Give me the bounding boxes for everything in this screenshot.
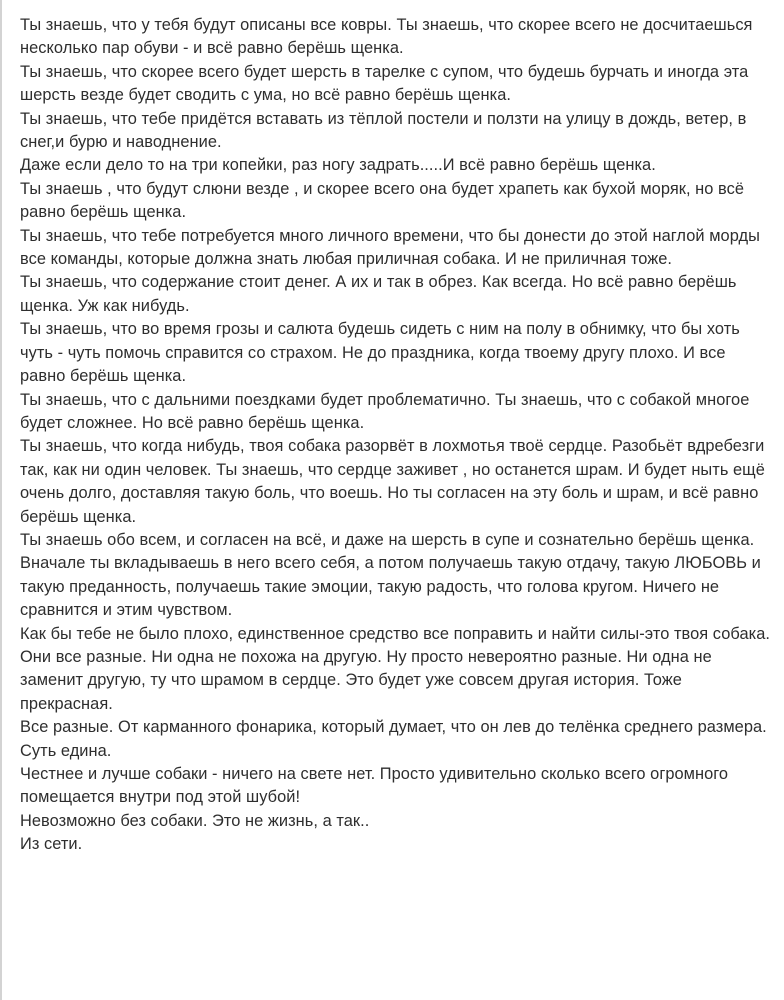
paragraph-15: Все разные. От карманного фонарика, который думает, что он лев до телёнка среднего размера. <box>20 718 767 737</box>
paragraph-5: Ты знаешь , что будут слюни везде , и скорее всего она будет храпеть как бухой моряк, но всё равно берёшь щенка. <box>20 179 745 222</box>
paragraph-16: Суть едина. <box>20 741 112 760</box>
paragraph-12: Вначале ты вкладываешь в него всего себя, а потом получаешь такую отдачу, такую ЛЮБОВЬ и такую преданность, получаешь такие эмоции, такую радость, что голова кругом. Ничего не сравнится и этим чувством. <box>20 554 761 620</box>
paragraph-18: Невозможно без собаки. Это не жизнь, а так.. <box>20 811 370 830</box>
paragraph-3: Ты знаешь, что тебе придётся вставать из тёплой постели и ползти на улицу в дождь, ветер, в снег,и бурю и наводнение. <box>20 109 747 152</box>
source-note: Из сети. <box>20 835 83 854</box>
paragraph-4: Даже если дело то на три копейки, раз ногу задрать.....И всё равно берёшь щенка. <box>20 156 656 175</box>
paragraph-2: Ты знаешь, что скорее всего будет шерсть в тарелке с супом, что будешь бурчать и иногда эта шерсть везде будет сводить с ума, но всё равно берёшь щенка. <box>20 62 749 105</box>
paragraph-10: Ты знаешь, что когда нибудь, твоя собака разорвёт в лохмотья твоё сердце. Разобьёт вдребезги так, как ни один человек. Ты знаешь, что сердце заживет , но останется шрам. И будет ныть ещё очень долго, доставляя такую боль, что воешь. Но ты согласен на эту боль и шрам, и всё равно берёшь щенка. <box>20 437 765 526</box>
paragraph-6: Ты знаешь, что тебе потребуется много личного времени, что бы донести до этой наглой морды все команды, которые должна знать любая приличная собака. И не приличная тоже. <box>20 226 760 269</box>
paragraph-11: Ты знаешь обо всем, и согласен на всё, и даже на шерсть в супе и сознательно берёшь щенка. <box>20 530 755 549</box>
paragraph-17: Честнее и лучше собаки - ничего на свете нет. Просто удивительно сколько всего огромного помещается внутри под этой шубой! <box>20 765 729 807</box>
post-text <box>20 14 774 857</box>
paragraph-1: Ты знаешь, что у тебя будут описаны все ковры. Ты знаешь, что скорее всего не досчитаешься несколько пар обуви - и всё равно берёшь щенка. <box>20 16 753 58</box>
paragraph-14: Они все разные. Ни одна не похожа на другую. Ну просто невероятно разные. Ни одна не заменит другую, ту что шрамом в сердце. Это будет уже совсем другая история. Тоже прекрасная. <box>20 647 712 713</box>
paragraph-7: Ты знаешь, что содержание стоит денег. А их и так в обрез. Как всегда. Но всё равно берёшь щенка. Уж как нибудь. <box>20 273 737 315</box>
paragraph-9: Ты знаешь, что с дальними поездками будет проблематично. Ты знаешь, что с собакой многое будет сложнее. Но всё равно берёшь щенка. <box>20 390 750 432</box>
paragraph-13: Как бы тебе не было плохо, единственное средство все поправить и найти силы-это твоя собака. <box>20 624 770 643</box>
paragraph-8: Ты знаешь, что во время грозы и салюта будешь сидеть с ним на полу в обнимку, что бы хоть чуть - чуть помочь справится со страхом. Не до праздника, когда твоему другу плохо. И все равно берёшь щенка. <box>20 320 740 386</box>
